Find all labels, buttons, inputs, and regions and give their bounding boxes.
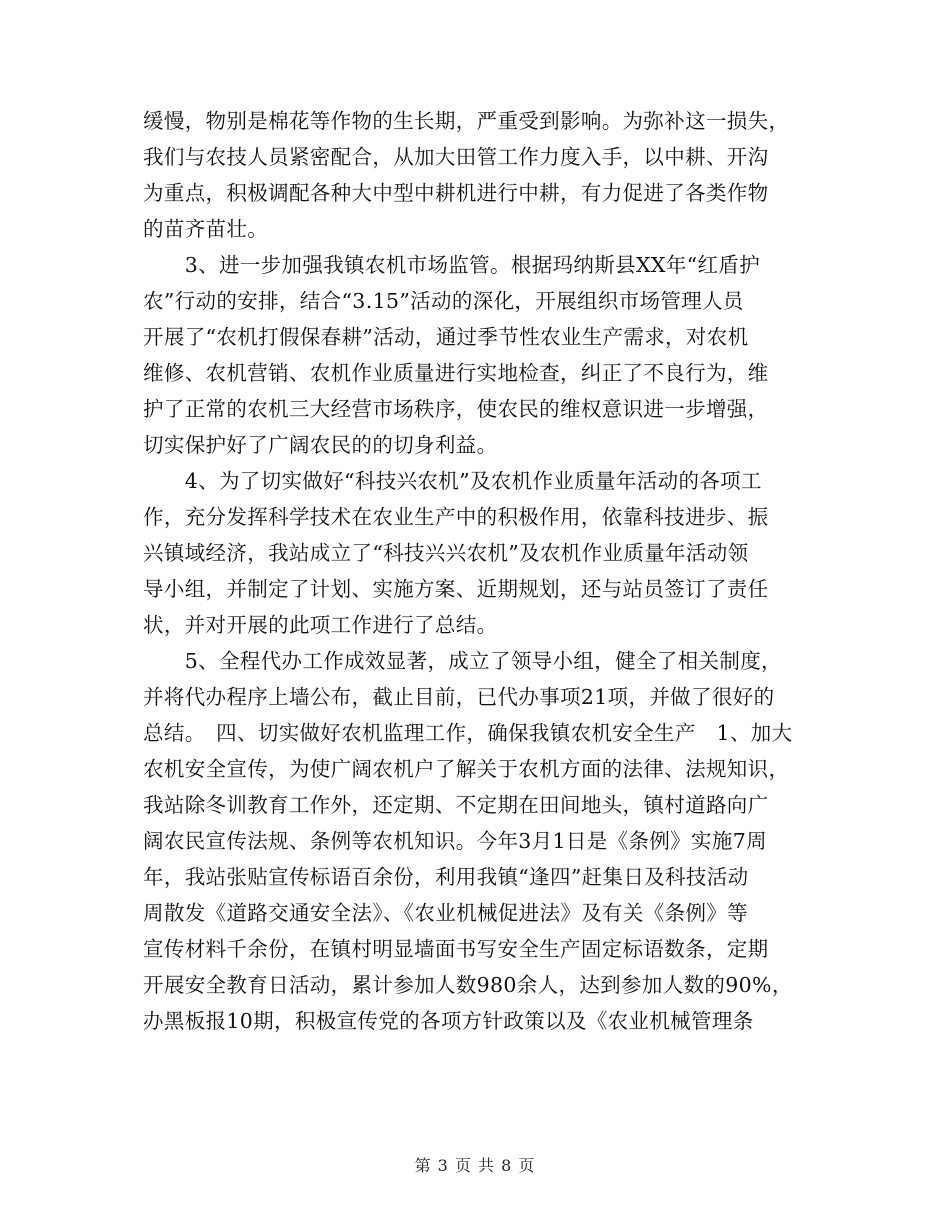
text-line: 维修、农机营销、农机作业质量进行实地检查，纠正了不良行为，维 [143, 361, 769, 385]
text-line: 5、全程代办工作成效显著，成立了领导小组，健全了相关制度， [143, 649, 782, 673]
text-line: 周散发《道路交通安全法》、《农业机械促进法》及有关《条例》等 [143, 901, 748, 925]
text-line: 阔农民宣传法规、条例等农机知识。今年3月1日是《条例》实施7周 [143, 829, 767, 853]
text-line: 作，充分发挥科学技术在农业生产中的积极作用，依靠科技进步、振 [143, 505, 769, 529]
text-line: 兴镇域经济，我站成立了“科技兴兴农机”及农机作业质量年活动领 [143, 541, 749, 565]
text-line: 并将代办程序上墙公布，截止目前，已代办事项21项，并做了很好的 [143, 685, 775, 709]
text-line: 切实保护好了广阔农民的的切身利益。 [143, 433, 498, 457]
text-line: 农”行动的安排，结合“3.15”活动的深化，开展组织市场管理人员 [143, 289, 744, 313]
text-line: 我站除冬训教育工作外，还定期、不定期在田间地头，镇村道路向广 [143, 793, 769, 817]
text-line: 办黑板报10期，积极宣传党的各项方针政策以及《农业机械管理条 [143, 1009, 754, 1033]
page-number-footer: 第 3 页 共 8 页 [414, 1156, 536, 1175]
text-line: 状，并对开展的此项工作进行了总结。 [143, 613, 498, 637]
text-line: 4、为了切实做好“科技兴农机”及农机作业质量年活动的各项工 [143, 469, 762, 493]
body-text [143, 103, 813, 1039]
text-line: 总结。 四、切实做好农机监理工作，确保我镇农机安全生产 1、加大 [143, 721, 793, 745]
text-line: 开展安全教育日活动，累计参加人数980余人，达到参加人数的90%， [143, 973, 793, 997]
text-line: 农机安全宣传，为使广阔农机户了解关于农机方面的法律、法规知识， [143, 757, 790, 781]
text-line: 导小组，并制定了计划、实施方案、近期规划，还与站员签订了责任 [143, 577, 769, 601]
text-line: 开展了“农机打假保春耕”活动，通过季节性农业生产需求，对农机 [143, 325, 749, 349]
text-line: 3、进一步加强我镇农机市场监管。根据玛纳斯县XX年“红盾护 [143, 253, 761, 277]
text-line: 宣传材料千余份，在镇村明显墙面书写安全生产固定标语数条，定期 [143, 937, 769, 961]
text-line: 我们与农技人员紧密配合，从加大田管工作力度入手，以中耕、开沟 [143, 145, 769, 169]
text-line: 护了正常的农机三大经营市场秩序，使农民的维权意识进一步增强， [143, 397, 769, 421]
text-line: 年，我站张贴宣传标语百余份，利用我镇“逢四”赶集日及科技活动 [143, 865, 749, 889]
text-line: 的苗齐苗壮。 [143, 217, 269, 241]
text-line: 缓慢，物别是棉花等作物的生长期，严重受到影响。为弥补这一损失， [143, 109, 790, 133]
text-line: 为重点，积极调配各种大中型中耕机进行中耕，有力促进了各类作物 [143, 181, 769, 205]
